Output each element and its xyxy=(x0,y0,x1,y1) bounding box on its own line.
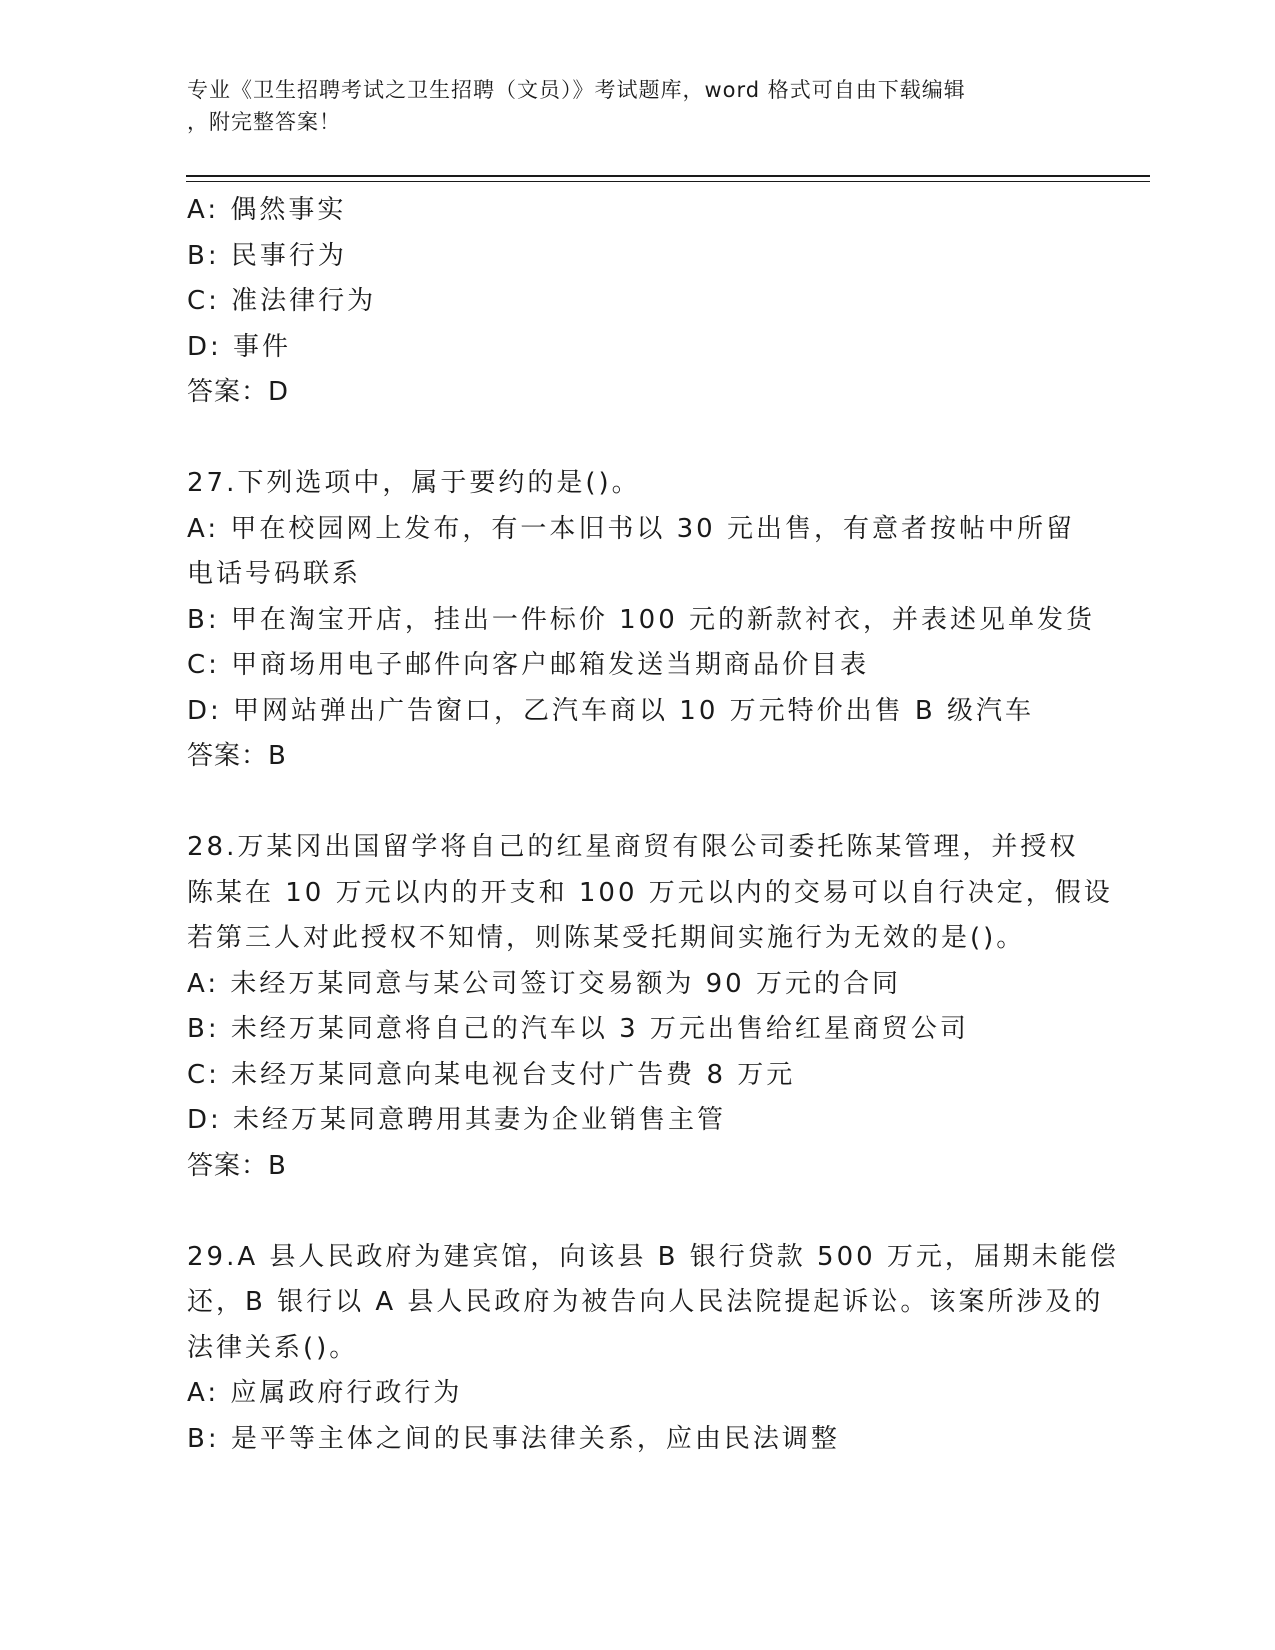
header-line-1: 专业《卫生招聘考试之卫生招聘（文员）》考试题库，word 格式可自由下载编辑 xyxy=(187,78,966,102)
header-divider-thin xyxy=(186,181,1150,182)
q27-stem: 27.下列选项中，属于要约的是()。 xyxy=(187,468,641,498)
q28-stem-line-2: 陈某在 10 万元以内的开支和 100 万元以内的交易可以自行决定，假设 xyxy=(187,877,1113,908)
q27-option-a-line-2: 电话号码联系 xyxy=(187,559,362,589)
header-line-2: ，附完整答案！ xyxy=(187,110,341,134)
header-divider-thick xyxy=(186,175,1150,177)
question-list xyxy=(187,188,1119,1462)
question-26-block xyxy=(187,188,1087,416)
q29-option-a: A: 应属政府行政行为 xyxy=(187,1378,463,1408)
q26-answer: 答案：D xyxy=(187,377,290,407)
q26-option-a: A: 偶然事实 xyxy=(187,195,347,225)
question-27-block xyxy=(187,461,1096,780)
q28-option-a: A: 未经万某同意与某公司签订交易额为 90 万元的合同 xyxy=(187,968,901,999)
q27-option-a-line-1: A: 甲在校园网上发布，有一本旧书以 30 元出售，有意者按帖中所留 xyxy=(187,513,1075,544)
spacer xyxy=(187,780,1087,826)
q29-option-b: B: 是平等主体之间的民事法律关系，应由民法调整 xyxy=(187,1423,840,1454)
q27-answer: 答案：B xyxy=(187,741,287,771)
q28-option-d: D: 未经万某同意聘用其妻为企业销售主管 xyxy=(187,1105,727,1135)
q28-answer: 答案：B xyxy=(187,1150,287,1181)
q28-stem-line-1: 28.万某冈出国留学将自己的红星商贸有限公司委托陈某管理，并授权 xyxy=(187,832,1079,862)
q26-option-d: D: 事件 xyxy=(187,331,292,362)
q29-stem-line-1: 29.A 县人民政府为建宾馆，向该县 B 银行贷款 500 万元，届期未能偿 xyxy=(187,1241,1119,1272)
q27-option-b: B: 甲在淘宝开店，挂出一件标价 100 元的新款衬衣，并表述见单发货 xyxy=(187,604,1096,635)
q29-stem-line-2: 还，B 银行以 A 县人民政府为被告向人民法院提起诉讼。该案所涉及的 xyxy=(187,1287,1104,1317)
question-28-block xyxy=(187,825,1113,1189)
q26-option-c: C: 准法律行为 xyxy=(187,286,377,316)
q27-option-c: C: 甲商场用电子邮件向客户邮箱发送当期商品价目表 xyxy=(187,650,870,680)
spacer xyxy=(187,1189,1087,1235)
q28-option-b: B: 未经万某同意将自己的汽车以 3 万元出售给红星商贸公司 xyxy=(187,1014,969,1044)
spacer xyxy=(187,416,1087,462)
question-29-block xyxy=(187,1235,1119,1463)
q27-option-d: D: 甲网站弹出广告窗口，乙汽车商以 10 万元特价出售 B 级汽车 xyxy=(187,695,1035,726)
q28-stem-line-3: 若第三人对此授权不知情，则陈某受托期间实施行为无效的是()。 xyxy=(187,923,1026,953)
page-header xyxy=(187,74,1067,138)
q29-stem-line-3: 法律关系()。 xyxy=(187,1332,359,1363)
q26-option-b: B: 民事行为 xyxy=(187,240,347,271)
q28-option-c: C: 未经万某同意向某电视台支付广告费 8 万元 xyxy=(187,1059,796,1090)
